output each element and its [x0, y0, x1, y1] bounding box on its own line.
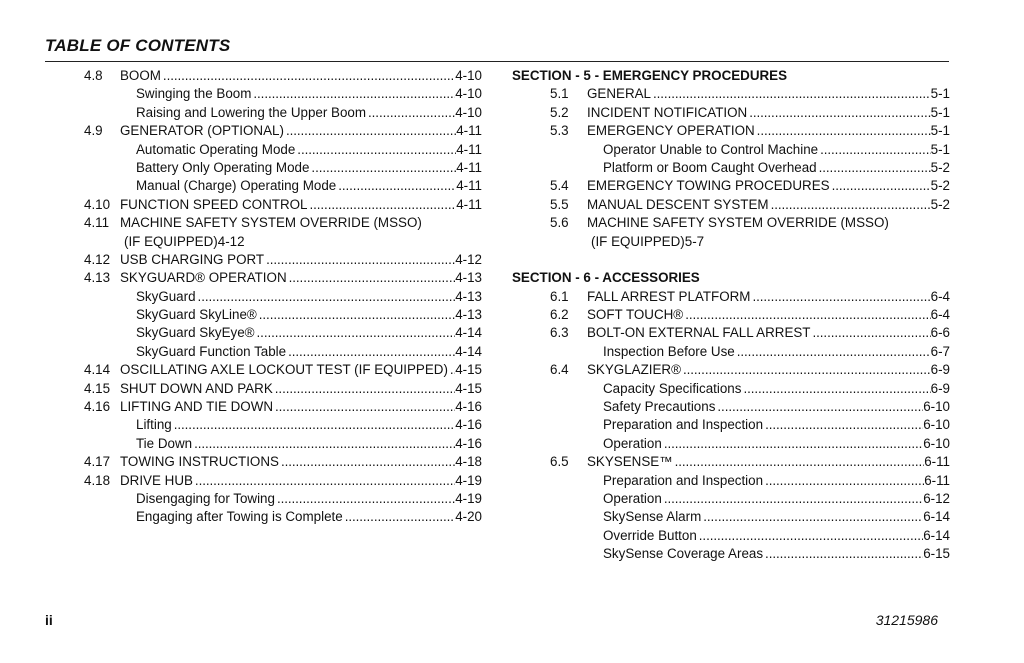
- toc-entry[interactable]: [512, 122, 950, 140]
- toc-entry[interactable]: [512, 177, 950, 195]
- toc-entry-body: [124, 233, 482, 251]
- toc-left-column: [78, 67, 482, 527]
- toc-entry-page: 6-9: [930, 380, 950, 396]
- dot-leader: [735, 343, 931, 361]
- toc-entry-label: Automatic Operating Mode: [136, 141, 296, 157]
- dot-leader: [257, 306, 455, 324]
- toc-entry[interactable]: [512, 196, 950, 214]
- toc-entry-page: 4-13: [455, 270, 482, 286]
- toc-entry-label: OSCILLATING AXLE LOCKOUT TEST (IF EQUIPPED): [120, 362, 448, 378]
- toc-entry[interactable]: [78, 269, 482, 287]
- toc-entry-label: SkySense Alarm: [603, 509, 702, 525]
- dot-leader: [284, 122, 456, 140]
- toc-entry-label: BOOM: [120, 68, 161, 83]
- toc-entry-number: 6.3: [550, 325, 569, 341]
- dot-leader: [255, 324, 456, 342]
- toc-entry-body: [587, 361, 950, 379]
- toc-entry-label: SOFT TOUCH®: [587, 307, 684, 323]
- toc-entry-number: 4.10: [84, 196, 111, 212]
- toc-right-column: [512, 67, 950, 564]
- toc-entry-label: SkyGuard Function Table: [136, 343, 287, 359]
- toc-entry[interactable]: [78, 104, 482, 122]
- toc-entry-label: Raising and Lowering the Upper Boom: [136, 104, 367, 120]
- dot-leader: [763, 416, 923, 434]
- toc-entry-number: 4.18: [84, 472, 111, 488]
- toc-entry-page: 4-13: [455, 288, 482, 304]
- toc-entry[interactable]: [78, 122, 482, 140]
- toc-entry-label: EMERGENCY OPERATION: [587, 123, 755, 139]
- toc-entry-page: 6-7: [930, 343, 950, 359]
- toc-entry-label: FALL ARREST PLATFORM: [587, 288, 751, 304]
- dot-leader: [662, 435, 923, 453]
- toc-entry-body: [587, 196, 950, 214]
- dot-leader: [763, 472, 924, 490]
- toc-entry-page: 5-1: [930, 141, 950, 157]
- toc-entry-page: 6-14: [923, 509, 950, 525]
- toc-entry[interactable]: [512, 104, 950, 122]
- toc-entry-page: 4-14: [455, 343, 482, 359]
- toc-entry-number: 6.2: [550, 307, 569, 323]
- toc-entry-page: 6-10: [923, 435, 950, 451]
- toc-entry-body: [587, 324, 950, 342]
- toc-entry[interactable]: [512, 453, 950, 471]
- toc-entry[interactable]: [512, 508, 950, 526]
- toc-entry[interactable]: [78, 490, 482, 508]
- toc-entry-number: 4.15: [84, 380, 111, 396]
- dot-leader: [673, 453, 925, 471]
- toc-entry[interactable]: [512, 435, 950, 453]
- toc-entry[interactable]: [512, 306, 950, 324]
- toc-entry-body: [136, 435, 482, 453]
- toc-entry[interactable]: [78, 380, 482, 398]
- toc-entry-body: [136, 508, 482, 526]
- toc-entry-number: 4.8: [84, 68, 103, 83]
- toc-entry-page: 5-2: [930, 178, 950, 194]
- toc-entry-page: 4-13: [455, 307, 482, 323]
- toc-entry-body: [120, 67, 482, 85]
- toc-entry-page: 6-4: [930, 307, 950, 323]
- dot-leader: [741, 380, 930, 398]
- toc-entry[interactable]: [78, 472, 482, 490]
- toc-entry-page: 4-16: [455, 435, 482, 451]
- toc-entry-label: Disengaging for Towing: [136, 490, 275, 506]
- toc-entry[interactable]: [512, 545, 950, 563]
- toc-entry-body: [120, 398, 482, 416]
- toc-entry-body: [120, 214, 482, 232]
- dot-leader: [811, 324, 931, 342]
- toc-entry-body: [603, 343, 950, 361]
- toc-entry[interactable]: [78, 416, 482, 434]
- toc-entry-body: [587, 453, 950, 471]
- toc-entry-body: [587, 214, 950, 232]
- toc-entry-number: 6.4: [550, 362, 569, 378]
- toc-entry[interactable]: [78, 508, 482, 526]
- toc-entry[interactable]: [512, 288, 950, 306]
- toc-entry[interactable]: [512, 159, 950, 177]
- toc-entry[interactable]: [512, 527, 950, 545]
- toc-entry-body: [120, 380, 482, 398]
- page-number: ii: [45, 612, 53, 628]
- section-6-heading: SECTION - 6 - ACCESSORIES: [512, 270, 700, 286]
- toc-entry-label: MACHINE SAFETY SYSTEM OVERRIDE (MSSO): [120, 215, 422, 231]
- toc-entry-label: Swinging the Boom: [136, 86, 252, 102]
- toc-entry[interactable]: [78, 177, 482, 195]
- toc-entry-body: [603, 472, 950, 490]
- toc-entry-body: [603, 380, 950, 398]
- toc-entry-number: 5.6: [550, 215, 569, 231]
- page-title: TABLE OF CONTENTS: [45, 36, 231, 55]
- toc-entry-body: [136, 306, 482, 324]
- toc-entry-body: [603, 527, 950, 545]
- dot-leader: [769, 196, 931, 214]
- dot-leader: [715, 398, 923, 416]
- toc-entry[interactable]: [78, 251, 482, 269]
- toc-entry-body: [136, 324, 482, 342]
- toc-entry-page: 4-19: [455, 472, 482, 488]
- toc-entry-page: 6-15: [923, 546, 950, 562]
- section-5-heading: SECTION - 5 - EMERGENCY PROCEDURES: [512, 68, 788, 83]
- toc-entry-body: [587, 288, 950, 306]
- toc-entry-page: 4-11: [456, 141, 482, 157]
- toc-entry-label: Operation: [603, 435, 662, 451]
- toc-entry-page: 5-1: [930, 86, 950, 102]
- toc-entry-page: 6-10: [923, 399, 950, 415]
- toc-entry-page: 6-14: [923, 527, 950, 543]
- dot-leader: [697, 527, 923, 545]
- dot-leader: [750, 288, 930, 306]
- document-number: 31215986: [875, 612, 938, 628]
- toc-entry-page: 4-11: [456, 178, 482, 194]
- dot-leader: [196, 288, 456, 306]
- toc-entry-label: BOLT-ON EXTERNAL FALL ARREST: [587, 325, 811, 341]
- toc-entry-body: [603, 159, 950, 177]
- toc-entry-label: Capacity Specifications: [603, 380, 742, 396]
- toc-entry-label: MACHINE SAFETY SYSTEM OVERRIDE (MSSO): [587, 215, 889, 231]
- toc-entry-body: [136, 416, 482, 434]
- dot-leader: [286, 343, 455, 361]
- dot-leader: [818, 141, 931, 159]
- dot-leader: [161, 67, 455, 85]
- toc-entry[interactable]: [78, 435, 482, 453]
- toc-entry-label: Override Button: [603, 527, 697, 543]
- toc-entry-label: Preparation and Inspection: [603, 417, 764, 433]
- dot-leader: [192, 435, 455, 453]
- toc-entry-label: Operation: [603, 490, 662, 506]
- toc-entry-body: [603, 545, 950, 563]
- toc-entry-body: [603, 416, 950, 434]
- toc-entry-page: 4-10: [455, 68, 482, 83]
- toc-entry-body: [603, 435, 950, 453]
- dot-leader: [763, 545, 923, 563]
- toc-entry-number: 5.5: [550, 196, 569, 212]
- toc-entry[interactable]: [78, 159, 482, 177]
- toc-entry-page: 6-12: [923, 490, 950, 506]
- toc-entry-page: 4-15: [455, 380, 482, 396]
- toc-entry-label: SHUT DOWN AND PARK: [120, 380, 273, 396]
- section-6-list: [512, 288, 950, 564]
- toc-entry-label: Manual (Charge) Operating Mode: [136, 178, 337, 194]
- toc-entry-page: 5-1: [930, 104, 950, 120]
- toc-entry-number: 5.4: [550, 178, 569, 194]
- toc-entry-body: [603, 490, 950, 508]
- section-spacer: [512, 251, 950, 269]
- toc-entry-page: 6-10: [923, 417, 950, 433]
- toc-entry-label: Engaging after Towing is Complete: [136, 509, 343, 525]
- toc-entry-page: 4-18: [455, 454, 482, 470]
- toc-entry-label: SKYSENSE™: [587, 454, 673, 470]
- toc-entry-number: 4.14: [84, 362, 111, 378]
- toc-entry-page: 5-1: [930, 123, 950, 139]
- toc-entry[interactable]: [78, 288, 482, 306]
- toc-entry-page: 6-11: [924, 472, 950, 488]
- toc-entry[interactable]: [512, 361, 950, 379]
- toc-entry-number: 4.16: [84, 399, 111, 415]
- toc-entry-body: [136, 343, 482, 361]
- toc-entry-label: MANUAL DESCENT SYSTEM: [587, 196, 769, 212]
- dot-leader: [662, 490, 923, 508]
- toc-entry-page: 4-16: [455, 417, 482, 433]
- toc-entry-page: 4-11: [456, 159, 482, 175]
- dot-leader: [747, 104, 930, 122]
- dot-leader: [309, 159, 456, 177]
- toc-entry-label: GENERATOR (OPTIONAL): [120, 123, 284, 139]
- toc-entry[interactable]: [78, 361, 482, 379]
- toc-entry-label: Lifting: [136, 417, 172, 433]
- toc-entry-body: [120, 251, 482, 269]
- toc-entry[interactable]: [78, 343, 482, 361]
- toc-entry-body: [120, 269, 482, 287]
- toc-entry-label: TOWING INSTRUCTIONS: [120, 454, 279, 470]
- toc-entry-number: 4.17: [84, 454, 111, 470]
- toc-entry-body: [591, 233, 950, 251]
- dot-leader: [448, 361, 455, 379]
- toc-entry-page: 6-9: [930, 362, 950, 378]
- toc-entry-body: [603, 141, 950, 159]
- toc-entry-body: [587, 177, 950, 195]
- dot-leader: [193, 472, 455, 490]
- toc-entry[interactable]: [78, 306, 482, 324]
- dot-leader: [651, 85, 931, 103]
- toc-entry-label: GENERAL: [587, 86, 651, 102]
- toc-entry[interactable]: [78, 196, 482, 214]
- dot-leader: [755, 122, 931, 140]
- dot-leader: [273, 380, 455, 398]
- toc-entry[interactable]: [512, 398, 950, 416]
- toc-entry-label: (IF EQUIPPED)5-7: [591, 233, 705, 249]
- toc-entry-label: SKYGLAZIER®: [587, 362, 681, 378]
- toc-entry-page: 4-19: [455, 490, 482, 506]
- toc-entry-number: 6.1: [550, 288, 569, 304]
- toc-entry-label: SKYGUARD® OPERATION: [120, 270, 287, 286]
- toc-entry-label: SkySense Coverage Areas: [603, 546, 764, 562]
- dot-leader: [279, 453, 455, 471]
- toc-entry-label: SkyGuard: [136, 288, 196, 304]
- dot-leader: [336, 177, 456, 195]
- toc-entry-label: LIFTING AND TIE DOWN: [120, 399, 274, 415]
- toc-entry-number: 5.2: [550, 104, 569, 120]
- toc-entry-body: [136, 85, 482, 103]
- toc-entry-page: 4-11: [456, 196, 482, 212]
- toc-entry-number: 4.11: [84, 215, 110, 231]
- toc-entry-label: Operator Unable to Control Machine: [603, 141, 819, 157]
- toc-entry-body: [587, 85, 950, 103]
- section-5-list: [512, 85, 950, 251]
- toc-entry-body: [136, 104, 482, 122]
- toc-entry-label: Inspection Before Use: [603, 343, 735, 359]
- toc-entry-label: Safety Precautions: [603, 399, 716, 415]
- toc-entry[interactable]: [78, 233, 482, 251]
- toc-entry[interactable]: [78, 214, 482, 232]
- toc-entry-body: [603, 508, 950, 526]
- dot-leader: [681, 361, 931, 379]
- toc-entry[interactable]: [512, 141, 950, 159]
- toc-entry-number: 6.5: [550, 454, 569, 470]
- toc-entry-label: SkyGuard SkyEye®: [136, 325, 255, 341]
- toc-entry[interactable]: [512, 380, 950, 398]
- toc-entry-page: 4-20: [455, 509, 482, 525]
- dot-leader: [307, 196, 456, 214]
- toc-entry[interactable]: [512, 490, 950, 508]
- toc-entry-label: INCIDENT NOTIFICATION: [587, 104, 748, 120]
- dot-leader: [366, 104, 455, 122]
- toc-entry[interactable]: [78, 85, 482, 103]
- toc-entry[interactable]: [78, 67, 482, 85]
- toc-entry[interactable]: [512, 324, 950, 342]
- toc-entry-number: 4.9: [84, 123, 103, 139]
- toc-entry-label: EMERGENCY TOWING PROCEDURES: [587, 178, 830, 194]
- toc-entry-number: 5.1: [550, 86, 569, 102]
- toc-entry-label: Preparation and Inspection: [603, 472, 764, 488]
- dot-leader: [264, 251, 455, 269]
- toc-entry-body: [120, 196, 482, 214]
- toc-entry-body: [136, 288, 482, 306]
- toc-entry[interactable]: [78, 141, 482, 159]
- dot-leader: [295, 141, 456, 159]
- toc-entry-body: [136, 490, 482, 508]
- toc-entry-page: 4-14: [455, 325, 482, 341]
- toc-entry-page: 4-11: [456, 123, 482, 139]
- dot-leader: [273, 398, 455, 416]
- toc-entry-number: 5.3: [550, 123, 569, 139]
- toc-entry-body: [136, 159, 482, 177]
- toc-entry-body: [136, 177, 482, 195]
- toc-entry-page: 6-4: [930, 288, 950, 304]
- toc-entry-body: [587, 306, 950, 324]
- toc-entry-page: 4-10: [455, 86, 482, 102]
- dot-leader: [343, 508, 456, 526]
- toc-entry[interactable]: [512, 472, 950, 490]
- dot-leader: [830, 177, 931, 195]
- toc-entry-page: 4-12: [455, 251, 482, 267]
- toc-entry-number: 4.12: [84, 251, 111, 267]
- dot-leader: [701, 508, 923, 526]
- toc-entry[interactable]: [512, 416, 950, 434]
- toc-entry[interactable]: [512, 343, 950, 361]
- toc-entry-body: [120, 472, 482, 490]
- toc-entry-page: 4-16: [455, 399, 482, 415]
- toc-entry-label: SkyGuard SkyLine®: [136, 307, 257, 323]
- toc-entry-page: 6-6: [930, 325, 950, 341]
- toc-entry-page: 5-2: [930, 159, 950, 175]
- toc-entry-page: 5-2: [930, 196, 950, 212]
- toc-entry-body: [136, 141, 482, 159]
- toc-entry[interactable]: [512, 233, 950, 251]
- toc-entry-label: FUNCTION SPEED CONTROL: [120, 196, 308, 212]
- toc-entry[interactable]: [512, 85, 950, 103]
- toc-entry-label: Platform or Boom Caught Overhead: [603, 159, 817, 175]
- toc-entry[interactable]: [78, 453, 482, 471]
- toc-entry-label: Battery Only Operating Mode: [136, 159, 310, 175]
- toc-entry-body: [603, 398, 950, 416]
- dot-leader: [287, 269, 456, 287]
- dot-leader: [683, 306, 930, 324]
- toc-entry-number: 4.13: [84, 270, 111, 286]
- toc-entry[interactable]: [512, 214, 950, 232]
- toc-entry-body: [120, 361, 482, 379]
- toc-entry-label: Tie Down: [136, 435, 193, 451]
- dot-leader: [172, 416, 455, 434]
- dot-leader: [275, 490, 455, 508]
- toc-entry-page: 6-11: [924, 454, 950, 470]
- toc-entry-body: [120, 453, 482, 471]
- dot-leader: [251, 85, 455, 103]
- toc-entry-label: DRIVE HUB: [120, 472, 193, 488]
- toc-entry[interactable]: [78, 398, 482, 416]
- title-divider: [45, 61, 949, 62]
- toc-entry-page: 4-15: [455, 362, 482, 378]
- toc-entry[interactable]: [78, 324, 482, 342]
- toc-entry-body: [120, 122, 482, 140]
- toc-entry-label: (IF EQUIPPED)4-12: [124, 233, 245, 249]
- toc-entry-page: 4-10: [455, 104, 482, 120]
- toc-entry-label: USB CHARGING PORT: [120, 251, 265, 267]
- dot-leader: [817, 159, 931, 177]
- toc-entry-body: [587, 104, 950, 122]
- toc-entry-body: [587, 122, 950, 140]
